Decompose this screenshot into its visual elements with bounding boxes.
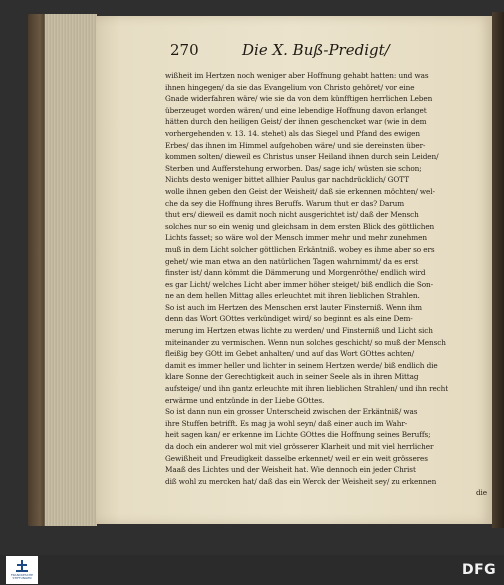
text-line: Lichts fasset; so wäre wol der Mensch immer mehr und mehr zunehmen [165, 233, 427, 243]
page-stack-edge [44, 14, 97, 526]
text-line: finster ist/ dann kömmt die Dämmerung und Morgenröthe/ endlich wird [165, 268, 426, 278]
text-line: wolle ihnen geben den Geist der Weisheit/ daß sie erkennen möchten/ wel- [165, 186, 435, 196]
text-line: fleißig bey GOtt im Gebet anhalten/ und auf das Wort GOttes achten/ [165, 349, 415, 359]
text-line: che da sey die Hoffnung ihres Beruffs. Warum thut er das? Darum [165, 198, 405, 208]
book-gutter [492, 12, 504, 528]
page-number: 270 [170, 41, 199, 59]
text-line: thut ers/ dieweil es damit noch nicht ausgerichtet ist/ daß der Mensch [165, 210, 419, 220]
text-line: diß wohl zu mercken hat/ daß das ein Werck der Weisheit sey/ zu erkennen [165, 476, 437, 486]
text-line: damit es immer heller und lichter in seinem Hertzen werde/ biß endlich die [165, 360, 438, 370]
text-line: da doch ein anderer wol mit viel grösserer Klarheit und mit viel herrlicher [165, 442, 434, 451]
text-line: aufsteige/ und ihn gantz erleuchte mit ihren lieblichen Strahlen/ und ihn recht [165, 384, 449, 394]
text-line: So ist auch im Hertzen des Menschen erst lauter Finsterniß. Wenn ihm [165, 302, 422, 312]
text-line: klare Sonne der Gerechtigkeit auch in seiner Seele als in ihren Mittag [165, 372, 419, 382]
text-line: So ist dann nun ein grosser Unterscheid zwischen der Erkäntniß/ was [165, 407, 418, 417]
text-line: ihnen hingegen/ da sie das Evangelium von Christo gehöret/ vor eine [165, 82, 415, 92]
text-line: denn das Wort GOttes verkündiget wird/ so beginnt es als eine Dem- [165, 314, 413, 324]
text-line: muß in dem Licht solcher göttlichen Erkäntniß. wobey es ihme aber so ers [165, 244, 435, 254]
logo-caption-1: FRANCKESCHE [10, 572, 34, 577]
text-line: überzeuget worden wären/ und eine lebendige Hoffnung davon erlanget [165, 105, 427, 115]
text-line: Sterben und Aufferstehung erworben. Das/ sage ich/ wüsten sie schon; [165, 163, 422, 173]
logo-caption-2: STIFTUNGEN [12, 576, 32, 580]
text-line: gehet/ wie man etwa an den natürlichen Tagen wahrnimmt/ da es erst [165, 256, 419, 266]
text-line: erwärme und entzünde in der Liebe GOttes. [165, 395, 325, 405]
text-line: vorhergehenden v. 13. 14. stehet) als das Siegel und Pfand des ewigen [165, 128, 420, 138]
body-text [165, 70, 487, 499]
page-header [160, 41, 430, 63]
text-line: Gewißheit und Freudigkeit dasselbe erkennet/ weil er ein weit grösseres [165, 453, 428, 463]
text-line: wißheit im Hertzen noch weniger aber Hoffnung gehabt hatten: und was [165, 71, 429, 80]
text-line: Gnade widerfahren wäre/ wie sie da von dem künfftigen herrlichen Leben [165, 94, 433, 104]
text-line: miteinander zu vermischen. Wenn nun solches geschicht/ so muß der Mensch [165, 337, 446, 347]
foundation-emblem-icon [14, 560, 30, 574]
text-line: solches nur so ein wenig und gleichsam in dem ersten Blick des göttlichen [165, 221, 435, 231]
text-line: es gar Licht/ welches Licht aber immer höher steiget/ biß endlich die Son- [165, 279, 434, 289]
text-line: Nichts desto weniger bittet allhier Paulus gar nachdrücklich/ GOTT [165, 175, 409, 185]
text-line: die [475, 488, 487, 498]
dfg-logo: DFG [462, 562, 497, 578]
text-line: heit sagen kan/ er erkenne im Lichte GOttes die Hoffnung seines Beruffs; [165, 430, 431, 440]
viewer-bottom-bar [0, 555, 504, 585]
running-title: Die X. Buß-Predigt/ [242, 41, 390, 59]
text-line: Erbes/ das ihnen im Himmel aufgehoben wäre/ und sie dereinsten über- [165, 140, 426, 150]
text-line: kommen solten/ dieweil es Christus unser Heiland ihnen durch sein Leiden/ [165, 152, 439, 162]
text-line: hätten durch den heiligen Geist/ der ihnen geschencket war (wie in dem [165, 117, 427, 127]
text-line: ne an dem hellen Mittag alles erleuchtet mit ihren lieblichen Strahlen. [165, 291, 420, 301]
text-line: Maaß des Lichtes und der Weisheit hat. Wie dennoch ein jeder Christ [165, 465, 416, 475]
text-line: merung im Hertzen etwas lichte zu werden/ und Finsterniß und Licht sich [165, 326, 433, 336]
francke-foundation-logo [6, 556, 38, 584]
text-line: ihre Stuffen betrifft. Es mag ja wohl seyn/ daß einer auch im Wahr- [165, 418, 408, 428]
